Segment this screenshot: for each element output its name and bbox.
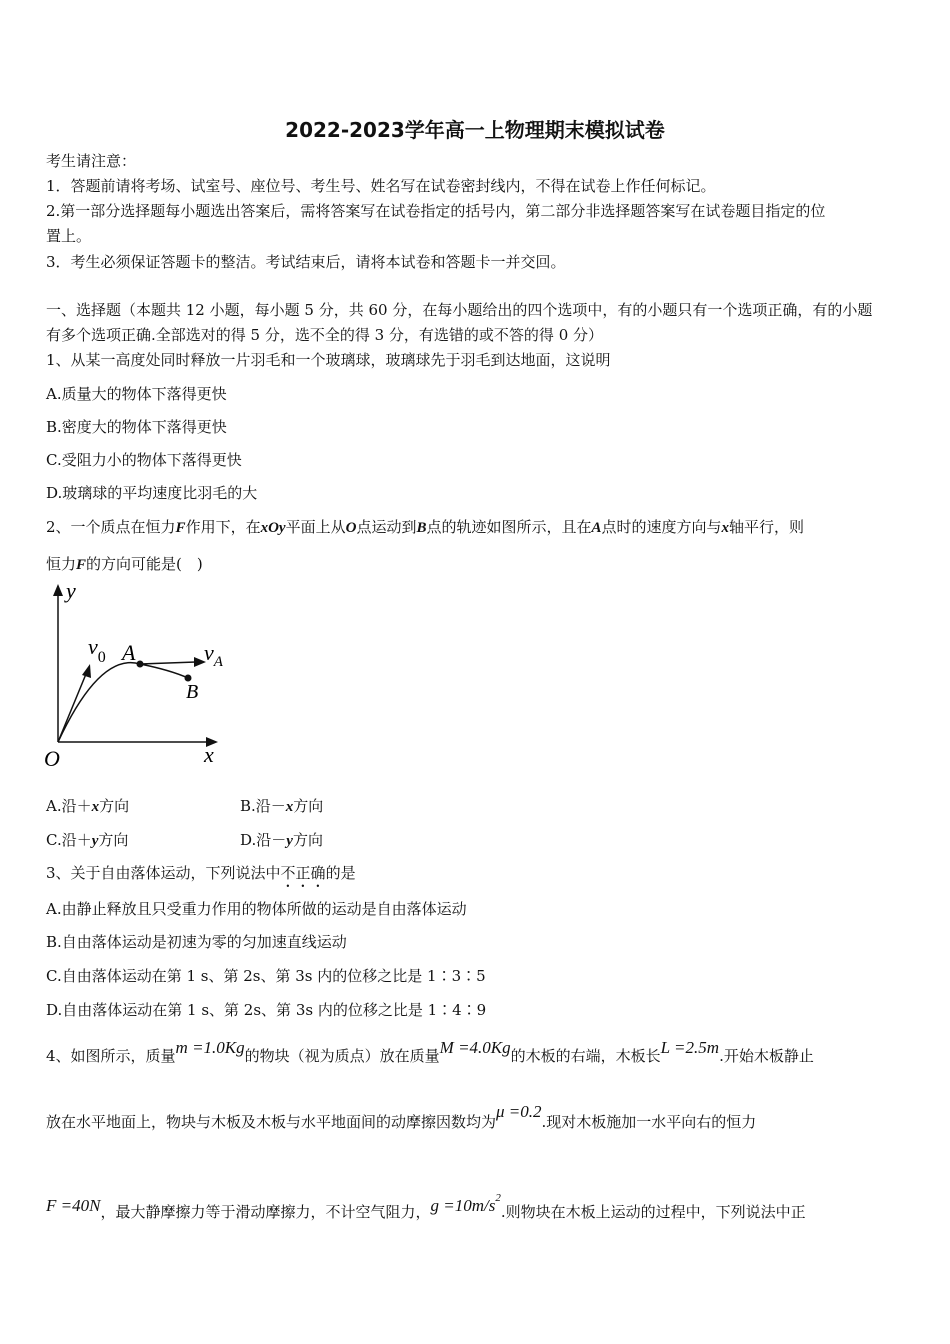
q3-option-d: D.自由落体运动在第 1 s、第 2s、第 3s 内的位移之比是 1∶4∶9: [46, 1001, 487, 1019]
q1-stem: 1、从某一高度处同时释放一片羽毛和一个玻璃球，玻璃球先于羽毛到达地面，这说明: [46, 351, 611, 369]
notice-item-1: 1．答题前请将考场、试室号、座位号、考生号、姓名写在试卷密封线内，不得在试卷上作任何标记。: [46, 177, 716, 195]
q4-line1: 4、如图所示，质量m =1.0Kg的物块（视为质点）放在质量M =4.0Kg的木板的右端，木板长L =2.5m.开始木板静止: [46, 1038, 814, 1065]
va-label: $v_A$: [204, 640, 223, 670]
q1-option-b: B.密度大的物体下落得更快: [46, 418, 227, 436]
axis-y-label: y: [66, 580, 76, 603]
section-header-line1: 一、选择题（本题共 12 小题，每小题 5 分，共 60 分，在每小题给出的四个选项中，有的小题只有一个选项正确，有的小题: [46, 301, 873, 319]
notice-item-3: 3．考生必须保证答题卡的整洁。考试结束后，请将本试卷和答题卡一并交回。: [46, 253, 566, 271]
notice-item-2: 2.第一部分选择题每小题选出答案后，需将答案写在试卷指定的括号内，第二部分非选择题答案写在试卷题目指定的位: [46, 202, 826, 220]
q2-option-b: B.沿－x方向: [240, 797, 324, 815]
q3-stem: 3、关于自由落体运动，下列说法中不正确的是: [46, 864, 356, 882]
q2-stem: 2、一个质点在恒力F作用下，在xOy平面上从O点运动到B点的轨迹如图所示，且在A点时的速度方向与x轴平行，则: [46, 518, 805, 536]
emphasis-text: 不正确: [280, 864, 326, 882]
trajectory-figure: [40, 580, 230, 775]
q4-line3: F =40N，最大静摩擦力等于滑动摩擦力，不计空气阻力，$g =10m/s^2$.则物块在木板上运动的过程中，下列说法中正: [46, 1192, 806, 1221]
q2-option-c: C.沿＋y方向: [46, 831, 129, 849]
v0-label: $v_0$: [88, 634, 106, 666]
q1-option-c: C.受阻力小的物体下落得更快: [46, 451, 242, 469]
q2-option-d: D.沿－y方向: [240, 831, 323, 849]
q3-option-b: B.自由落体运动是初速为零的匀加速直线运动: [46, 933, 347, 951]
notice-item-2-cont: 置上。: [46, 227, 92, 245]
q3-option-c: C.自由落体运动在第 1 s、第 2s、第 3s 内的位移之比是 1∶3∶5: [46, 967, 486, 985]
q1-option-d: D.玻璃球的平均速度比羽毛的大: [46, 484, 258, 502]
axis-x-label: x: [204, 742, 214, 767]
page-title: 2022-2023学年高一上物理期末模拟试卷: [285, 118, 665, 142]
q4-line2: 放在水平地面上，物块与木板及木板与水平地面间的动摩擦因数均为μ =0.2.现对木板施加一水平向右的恒力: [46, 1102, 757, 1131]
section-header-line2: 有多个选项正确.全部选对的得 5 分，选不全的得 3 分，有选错的或不答的得 0 分）: [46, 326, 604, 344]
origin-label: O: [44, 746, 60, 771]
point-b-label: B: [186, 681, 199, 703]
notice-heading: 考生请注意：: [46, 152, 137, 170]
q2-stem-cont: 恒力F的方向可能是( ): [46, 555, 203, 573]
point-a-label: A: [122, 640, 136, 665]
q2-option-a: A.沿＋x方向: [46, 797, 130, 815]
q1-option-a: A.质量大的物体下落得更快: [46, 385, 227, 403]
q3-option-a: A.由静止释放且只受重力作用的物体所做的运动是自由落体运动: [46, 900, 467, 918]
